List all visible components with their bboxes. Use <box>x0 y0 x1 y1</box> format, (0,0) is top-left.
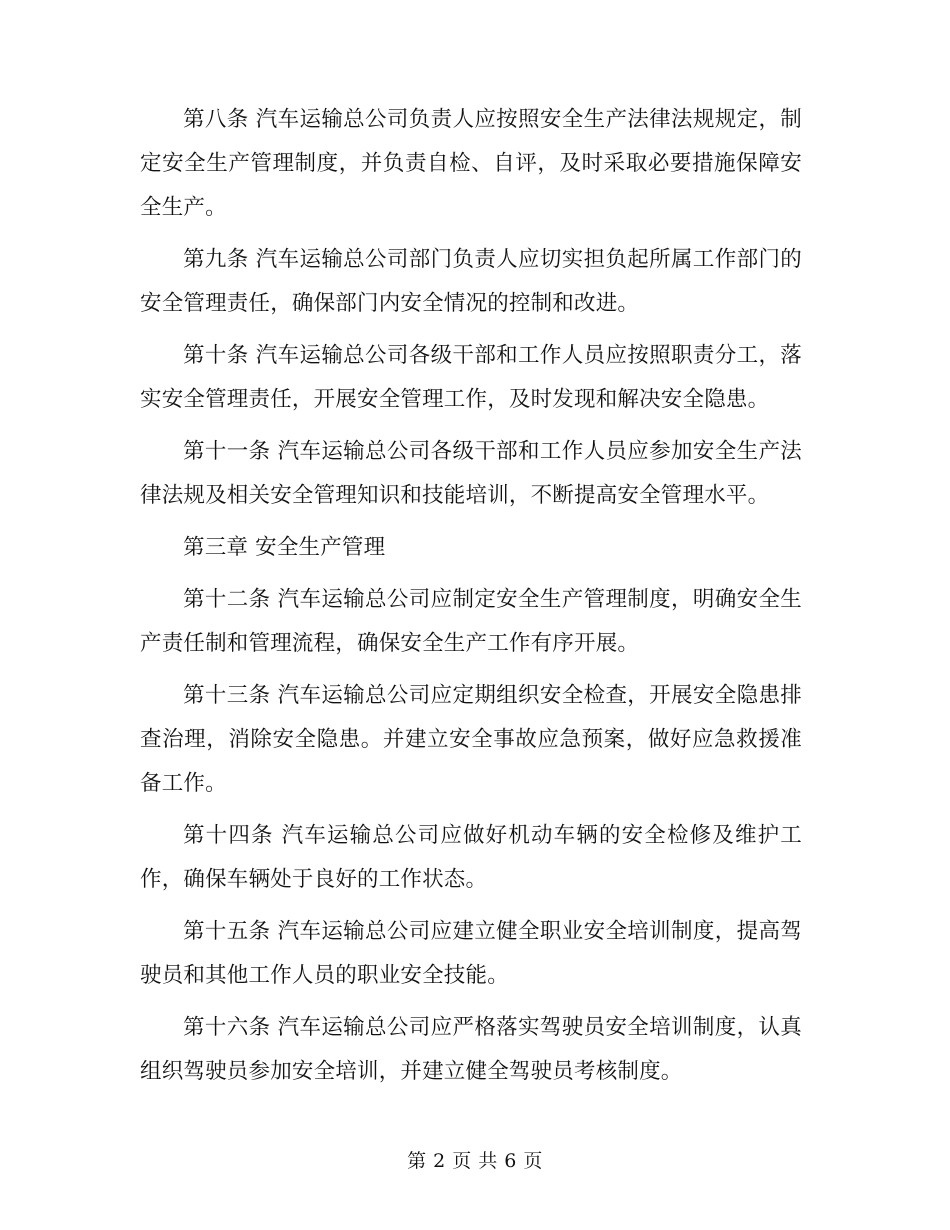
article-14: 第十四条 汽车运输总公司应做好机动车辆的安全检修及维护工作，确保车辆处于良好的工作状态。 <box>140 823 802 892</box>
document-body <box>140 98 802 1102</box>
article-16: 第十六条 汽车运输总公司应严格落实驾驶员安全培训制度，认真组织驾驶员参加安全培训，并建立健全驾驶员考核制度。 <box>140 1015 802 1084</box>
chapter-3-heading: 第三章 安全生产管理 <box>183 535 386 560</box>
article-12: 第十二条 汽车运输总公司应制定安全生产管理制度，明确安全生产责任制和管理流程，确保安全生产工作有序开展。 <box>140 587 802 656</box>
article-9: 第九条 汽车运输总公司部门负责人应切实担负起所属工作部门的安全管理责任，确保部门内安全情况的控制和改进。 <box>140 247 802 316</box>
article-15: 第十五条 汽车运输总公司应建立健全职业安全培训制度，提高驾驶员和其他工作人员的职业安全技能。 <box>140 919 802 988</box>
article-11: 第十一条 汽车运输总公司各级干部和工作人员应参加安全生产法律法规及相关安全管理知识和技能培训，不断提高安全管理水平。 <box>140 439 802 508</box>
page-number-footer: 第 2 页 共 6 页 <box>407 1150 543 1172</box>
article-13: 第十三条 汽车运输总公司应定期组织安全检查，开展安全隐患排查治理，消除安全隐患。并建立安全事故应急预案，做好应急救援准备工作。 <box>140 683 802 796</box>
article-10: 第十条 汽车运输总公司各级干部和工作人员应按照职责分工，落实安全管理责任，开展安全管理工作，及时发现和解决安全隐患。 <box>140 343 802 412</box>
article-8: 第八条 汽车运输总公司负责人应按照安全生产法律法规规定，制定安全生产管理制度，并负责自检、自评，及时采取必要措施保障安全生产。 <box>140 107 802 220</box>
